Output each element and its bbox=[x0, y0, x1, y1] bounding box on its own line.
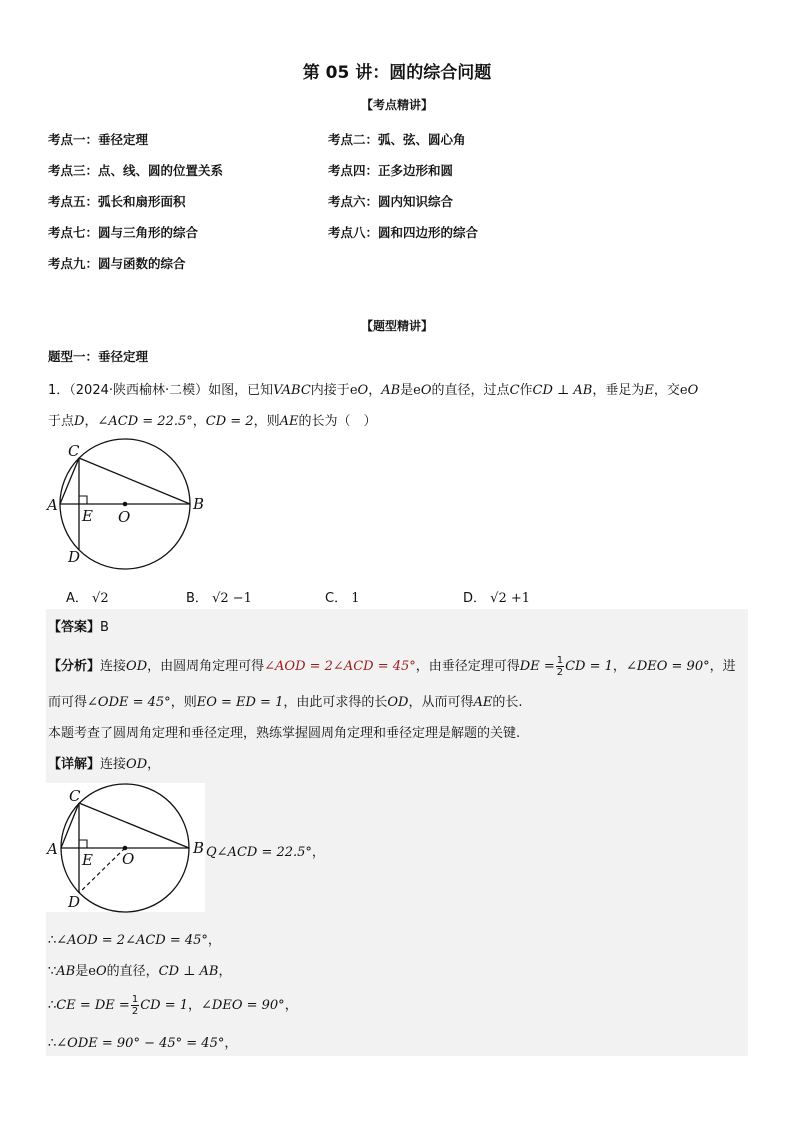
problem-text: 是 bbox=[400, 383, 414, 398]
therefore-symbol: ∴ bbox=[48, 933, 57, 948]
problem-text: 如图，已知 bbox=[208, 383, 274, 398]
math-eo-ed: EO = ED = 1 bbox=[196, 695, 284, 710]
detail-text: 的直径， bbox=[106, 964, 159, 979]
analysis-line-2 bbox=[48, 691, 523, 710]
problem-text: ，交 bbox=[653, 383, 680, 398]
choice-d-value: √2 +1 bbox=[490, 591, 531, 606]
math-perp: CD ⊥ AB bbox=[158, 964, 219, 979]
segment-bc bbox=[79, 458, 190, 504]
fraction-numerator: 1 bbox=[131, 994, 139, 1005]
segment-bc bbox=[79, 803, 189, 848]
math-triangle: VABC bbox=[273, 383, 311, 398]
right-angle-mark bbox=[79, 496, 87, 504]
choice-a bbox=[66, 587, 109, 606]
math-o: O bbox=[420, 383, 432, 398]
circle-symbol: e bbox=[679, 383, 688, 398]
analysis-text: 而可得 bbox=[48, 695, 88, 710]
problem-line-1 bbox=[48, 379, 698, 398]
kaodian-3: 考点三：点、线、圆的位置关系 bbox=[48, 163, 224, 178]
label-c: C bbox=[69, 787, 81, 805]
choice-c-value: 1 bbox=[351, 591, 360, 606]
center-point bbox=[123, 502, 128, 507]
math-angle-acd: ∠ACD = 22.5° bbox=[97, 414, 193, 429]
math-o: O bbox=[95, 964, 107, 979]
tixing-header: 【题型精讲】 bbox=[360, 319, 433, 333]
math-angle-aod: ∠AOD = 2∠ACD = 45° bbox=[264, 659, 416, 674]
problem-number: 1． bbox=[48, 383, 70, 398]
kaodian-9: 考点九：圆与函数的综合 bbox=[48, 256, 186, 271]
because-symbol: ∵ bbox=[48, 964, 57, 979]
answer-value: B bbox=[100, 620, 109, 635]
math-o: O bbox=[357, 383, 369, 398]
problem-text: 的长为（ ） bbox=[298, 414, 377, 429]
math-ae: AE bbox=[279, 414, 299, 429]
math-cd-eq: CD = 1 bbox=[140, 998, 188, 1013]
label-a: A bbox=[47, 496, 58, 514]
analysis-text: 连接 bbox=[100, 659, 127, 674]
math-d: D bbox=[74, 414, 85, 429]
math-angle-ode: ∠ODE = 45° bbox=[87, 695, 171, 710]
fraction-denominator: 2 bbox=[131, 1006, 139, 1017]
math-od: OD bbox=[387, 695, 409, 710]
math-cd: CD = 2 bbox=[205, 414, 254, 429]
circle-symbol: e bbox=[413, 383, 421, 398]
kaodian-1: 考点一：垂径定理 bbox=[48, 132, 149, 147]
page-title: 第 05 讲：圆的综合问题 bbox=[302, 63, 492, 83]
math-od: OD bbox=[126, 757, 148, 772]
math-given-angle: Q∠ACD = 22.5° bbox=[206, 845, 312, 860]
math-o: O bbox=[687, 383, 699, 398]
analysis-label: 【分析】 bbox=[48, 659, 101, 674]
choice-b-label: B． bbox=[186, 591, 208, 606]
problem-text: ，垂足为 bbox=[592, 383, 645, 398]
detail-text: ， bbox=[188, 998, 202, 1013]
math-cd-eq: CD = 1 bbox=[565, 659, 613, 674]
choice-b bbox=[186, 587, 252, 606]
segment-ac bbox=[60, 458, 79, 504]
detail-text: ， bbox=[218, 964, 232, 979]
fraction-half bbox=[556, 655, 564, 678]
kaodian-7: 考点七：圆与三角形的综合 bbox=[48, 225, 199, 240]
analysis-text: ，由垂径定理可得 bbox=[415, 659, 520, 674]
choice-a-label: A． bbox=[66, 591, 88, 606]
detail-text: 是 bbox=[75, 964, 89, 979]
math-ab: AB bbox=[56, 964, 76, 979]
math-od: OD bbox=[126, 659, 148, 674]
answer-line bbox=[48, 616, 109, 635]
problem-source: （2024·陕西榆林·二模） bbox=[69, 383, 209, 398]
math-e: E bbox=[644, 383, 654, 398]
problem-text: 作 bbox=[519, 383, 533, 398]
label-d: D bbox=[68, 893, 81, 911]
right-angle-mark bbox=[79, 840, 87, 848]
choice-d bbox=[463, 587, 530, 606]
detail-text: ， bbox=[311, 845, 325, 860]
math-angle-deo: ∠DEO = 90° bbox=[201, 998, 285, 1013]
math-perp: CD ⊥ AB bbox=[532, 383, 593, 398]
label-c: C bbox=[68, 442, 80, 460]
analysis-text: 的长. bbox=[492, 695, 523, 710]
choice-c-label: C． bbox=[325, 591, 348, 606]
math-step: ∠AOD = 2∠ACD = 45° bbox=[56, 933, 208, 948]
label-b: B bbox=[193, 839, 205, 857]
figure-2-side-text bbox=[206, 841, 325, 860]
circle-figure-2 bbox=[44, 782, 214, 914]
detail-text: ， bbox=[147, 757, 161, 772]
detail-line-1 bbox=[48, 753, 160, 772]
detail-text: ， bbox=[224, 1036, 238, 1051]
answer-label: 【答案】 bbox=[48, 620, 101, 635]
detail-step-3 bbox=[48, 994, 298, 1017]
therefore-symbol: ∴ bbox=[48, 1036, 57, 1051]
label-b: B bbox=[193, 495, 205, 513]
kaodian-4: 考点四：正多边形和圆 bbox=[328, 163, 454, 178]
analysis-summary: 本题考查了圆周角定理和垂径定理，熟练掌握圆周角定理和垂径定理是解题的关键. bbox=[48, 726, 521, 741]
label-d: D bbox=[68, 548, 81, 566]
analysis-text: ，由此可求得的长 bbox=[283, 695, 388, 710]
problem-text: ，则 bbox=[253, 414, 280, 429]
math-ce-de: CE = DE = bbox=[56, 998, 130, 1013]
problem-text: ， bbox=[368, 383, 382, 398]
math-ab: AB bbox=[381, 383, 401, 398]
analysis-text: ，则 bbox=[170, 695, 197, 710]
choice-c bbox=[325, 587, 360, 606]
analysis-text: ，由圆周角定理可得 bbox=[147, 659, 265, 674]
problem-text: ， bbox=[84, 414, 98, 429]
segment-ac bbox=[61, 803, 79, 848]
math-de: DE = bbox=[519, 659, 555, 674]
label-o: O bbox=[122, 850, 135, 868]
analysis-text: ，从而可得 bbox=[408, 695, 474, 710]
circle-symbol: e bbox=[349, 383, 358, 398]
analysis-text: ， bbox=[612, 659, 626, 674]
kaodian-6: 考点六：圆内知识综合 bbox=[328, 194, 454, 209]
choice-b-value: √2 −1 bbox=[212, 591, 252, 606]
label-e: E bbox=[82, 851, 93, 869]
detail-text: ， bbox=[284, 998, 298, 1013]
fraction-numerator: 1 bbox=[556, 655, 564, 666]
math-c: C bbox=[509, 383, 520, 398]
problem-text: ， bbox=[192, 414, 206, 429]
detail-text: 连接 bbox=[100, 757, 127, 772]
math-step: ∠ODE = 90° − 45° = 45° bbox=[56, 1036, 225, 1051]
problem-text: 的直径，过点 bbox=[431, 383, 510, 398]
therefore-symbol: ∴ bbox=[48, 998, 57, 1013]
choice-d-label: D． bbox=[463, 591, 487, 606]
label-e: E bbox=[82, 507, 93, 525]
detail-step-1 bbox=[48, 929, 221, 948]
kaodian-5: 考点五：弧长和扇形面积 bbox=[48, 194, 186, 209]
problem-line-2 bbox=[48, 410, 376, 429]
circle-figure-1 bbox=[44, 436, 214, 574]
analysis-text: ，进 bbox=[709, 659, 736, 674]
fraction-half bbox=[131, 994, 139, 1017]
analysis-line-1 bbox=[48, 655, 736, 678]
problem-text: 于点 bbox=[48, 414, 75, 429]
label-o: O bbox=[118, 508, 131, 526]
detail-text: ， bbox=[207, 933, 221, 948]
kaodian-header: 【考点精讲】 bbox=[360, 98, 433, 112]
kaodian-2: 考点二：弧、弦、圆心角 bbox=[328, 132, 466, 147]
tixing-1-heading: 题型一：垂径定理 bbox=[48, 349, 149, 364]
detail-step-2 bbox=[48, 960, 231, 979]
kaodian-8: 考点八：圆和四边形的综合 bbox=[328, 225, 479, 240]
circle-symbol: e bbox=[88, 964, 96, 979]
math-angle-deo: ∠DEO = 90° bbox=[625, 659, 710, 674]
fraction-denominator: 2 bbox=[556, 667, 564, 678]
math-ae: AE bbox=[473, 695, 493, 710]
choice-a-value: √2 bbox=[92, 591, 109, 606]
problem-text: 内接于 bbox=[310, 383, 350, 398]
label-a: A bbox=[47, 840, 58, 858]
detail-step-4 bbox=[48, 1032, 237, 1051]
detail-label: 【详解】 bbox=[48, 757, 101, 772]
